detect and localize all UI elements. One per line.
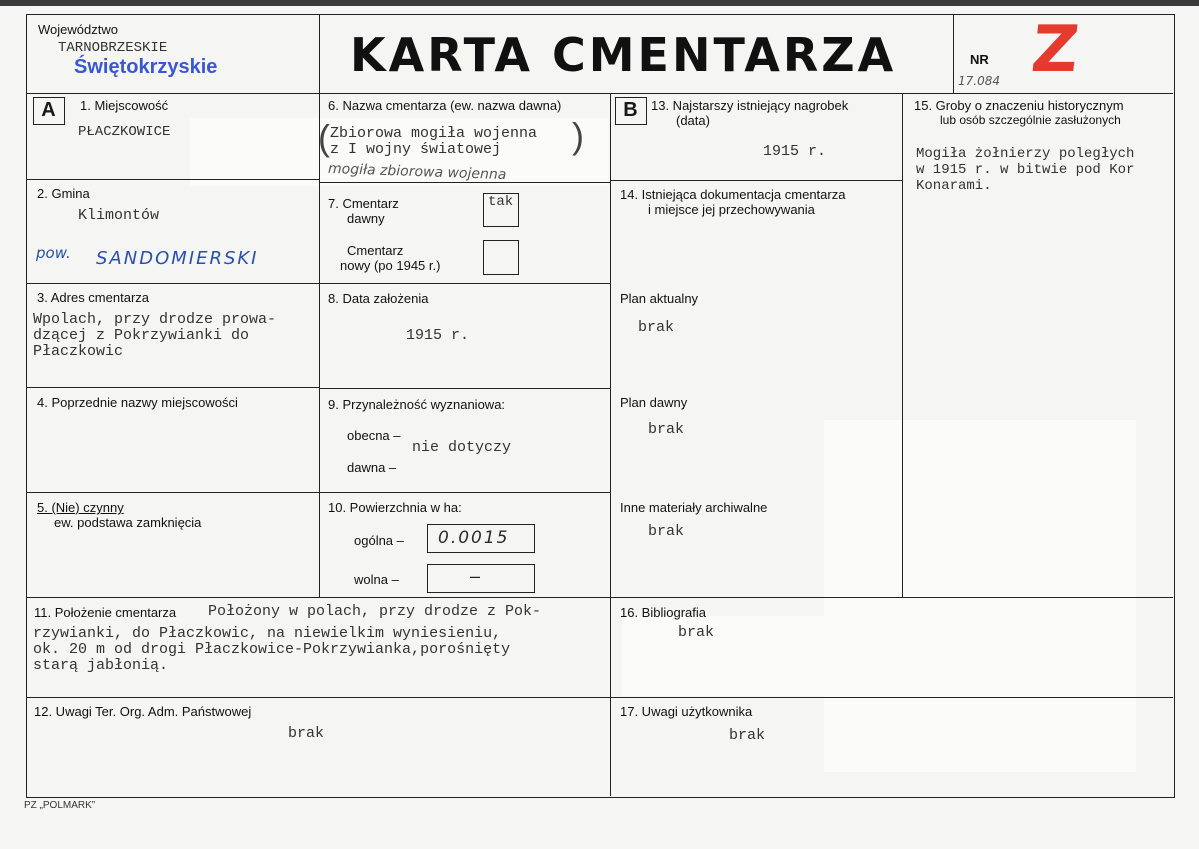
field-8-label: 8. Data założenia — [328, 291, 429, 306]
field-5-label: 5. (Nie) czynny — [37, 500, 124, 515]
field-9-value: nie dotyczy — [412, 439, 512, 456]
field-10-wolna: wolna – — [354, 572, 399, 587]
grid-line — [610, 180, 903, 181]
plan-dawny-label: Plan dawny — [620, 395, 688, 410]
field-14-label: 14. Istniejąca dokumentacja cmentarza — [620, 187, 846, 202]
field-7-nowy-label: Cmentarz — [347, 243, 404, 258]
field-10-label: 10. Powierzchnia w ha: — [328, 500, 462, 515]
grid-line — [26, 697, 1173, 698]
grid-line — [26, 93, 1173, 94]
field-6-handwritten: mogiła zbiorowa wojenna — [327, 160, 507, 184]
area-total-value: 0.0015 — [438, 528, 510, 548]
grid-line — [610, 93, 611, 796]
field-15-sublabel: lub osób szczególnie zasłużonych — [940, 113, 1121, 127]
grid-line — [319, 14, 320, 598]
grid-line — [26, 283, 320, 284]
field-13-label: 13. Najstarszy istniejący nagrobek — [651, 98, 849, 113]
grid-line — [319, 388, 611, 389]
field-11-label: 11. Położenie cmentarza — [34, 605, 177, 620]
field-11-rest: rzywianki, do Płaczkowic, na niewielkim wyniesieniu, ok. 20 m od drogi Płaczkowice-Pokrzywianka,porośnięty starą jabłonią. — [33, 625, 511, 674]
plan-aktualny-value: brak — [638, 319, 675, 336]
field-16-label: 16. Bibliografia — [620, 605, 706, 620]
field-9-obecna: obecna – — [347, 428, 401, 443]
field-7-label: 7. Cmentarz — [328, 196, 399, 211]
field-17-label: 17. Uwagi użytkownika — [620, 704, 753, 719]
field-12-value: brak — [288, 725, 325, 742]
area-free-value: – — [470, 566, 481, 586]
wojewodztwo-stamp: Świętokrzyskie — [74, 56, 218, 78]
grid-line — [319, 492, 611, 493]
field-14-sublabel: i miejsce jej przechowywania — [648, 202, 815, 217]
top-edge — [0, 0, 1199, 6]
cemetery-new-checkbox[interactable] — [483, 240, 519, 275]
field-7-dawny: dawny — [347, 211, 385, 226]
field-8-value: 1915 r. — [406, 327, 470, 344]
field-1-label: 1. Miejscowość — [80, 98, 169, 113]
grid-line — [26, 492, 320, 493]
paper-patch — [622, 616, 832, 696]
plan-aktualny-label: Plan aktualny — [620, 291, 699, 306]
field-7-nowy-sublabel: nowy (po 1945 r.) — [340, 258, 441, 273]
field-4-label: 4. Poprzednie nazwy miejscowości — [37, 395, 238, 410]
field-6-label: 6. Nazwa cmentarza (ew. nazwa dawna) — [328, 98, 562, 113]
inne-materialy-label: Inne materiały archiwalne — [620, 500, 768, 515]
field-12-label: 12. Uwagi Ter. Org. Adm. Państwowej — [34, 704, 252, 719]
paper-patch — [824, 420, 1136, 772]
field-9-dawna: dawna – — [347, 460, 397, 475]
field-17-value: brak — [729, 727, 766, 744]
field-13-value: 1915 r. — [763, 143, 827, 160]
field-15-label: 15. Groby o znaczeniu historycznym — [914, 98, 1124, 113]
grid-line — [26, 179, 320, 180]
field-3-label: 3. Adres cmentarza — [37, 290, 149, 305]
form-title: KARTA CMENTARZA — [350, 28, 897, 82]
field-9-label: 9. Przynależność wyznaniowa: — [328, 397, 506, 412]
wojewodztwo-label: Województwo — [38, 22, 118, 37]
nr-letter: Z — [1028, 13, 1083, 87]
wojewodztwo-typed: TARNOBRZESKIE — [58, 40, 168, 56]
plan-dawny-value: brak — [648, 421, 685, 438]
inne-materialy-value: brak — [648, 523, 685, 540]
area-free-box[interactable] — [427, 564, 535, 593]
section-b-letter: B — [623, 99, 638, 121]
field-6-paren-left: ( — [318, 117, 330, 158]
field-2-powiat: SANDOMIERSKI — [96, 248, 259, 269]
field-10-ogolna: ogólna – — [354, 533, 404, 548]
grid-line — [319, 283, 611, 284]
section-a-letter: A — [41, 99, 56, 121]
field-5-sublabel: ew. podstawa zamknięcia — [54, 515, 202, 530]
field-11-line1: Położony w polach, przy drodze z Pok- — [208, 603, 542, 620]
field-6-value: Zbiorowa mogiła wojenna z I wojny światowej — [330, 125, 538, 158]
grid-line — [319, 182, 611, 183]
grid-line — [953, 14, 954, 94]
nr-number: 17.084 — [958, 74, 1000, 88]
nr-label: NR — [970, 52, 989, 67]
printer-imprint: PZ „POLMARK” — [24, 800, 96, 811]
field-3-value: Wpolach, przy drodze prowa- dzącej z Pokrzywianki do Płaczkowic — [33, 311, 277, 360]
field-2-value: Klimontów — [78, 207, 160, 224]
field-2-label: 2. Gmina — [37, 186, 90, 201]
field-2-pow: pow. — [36, 244, 71, 262]
field-6-paren-right: ) — [572, 115, 584, 156]
grid-line — [26, 387, 320, 388]
field-16-value: brak — [678, 624, 715, 641]
cemetery-old-value: tak — [488, 194, 514, 210]
field-15-value: Mogiła żołnierzy poległych w 1915 r. w bitwie pod Kor Konarami. — [916, 146, 1135, 194]
grid-line — [902, 93, 903, 598]
field-1-value: PŁACZKOWICE — [78, 124, 171, 140]
field-13-sublabel: (data) — [676, 113, 710, 128]
grid-line — [26, 597, 1173, 598]
